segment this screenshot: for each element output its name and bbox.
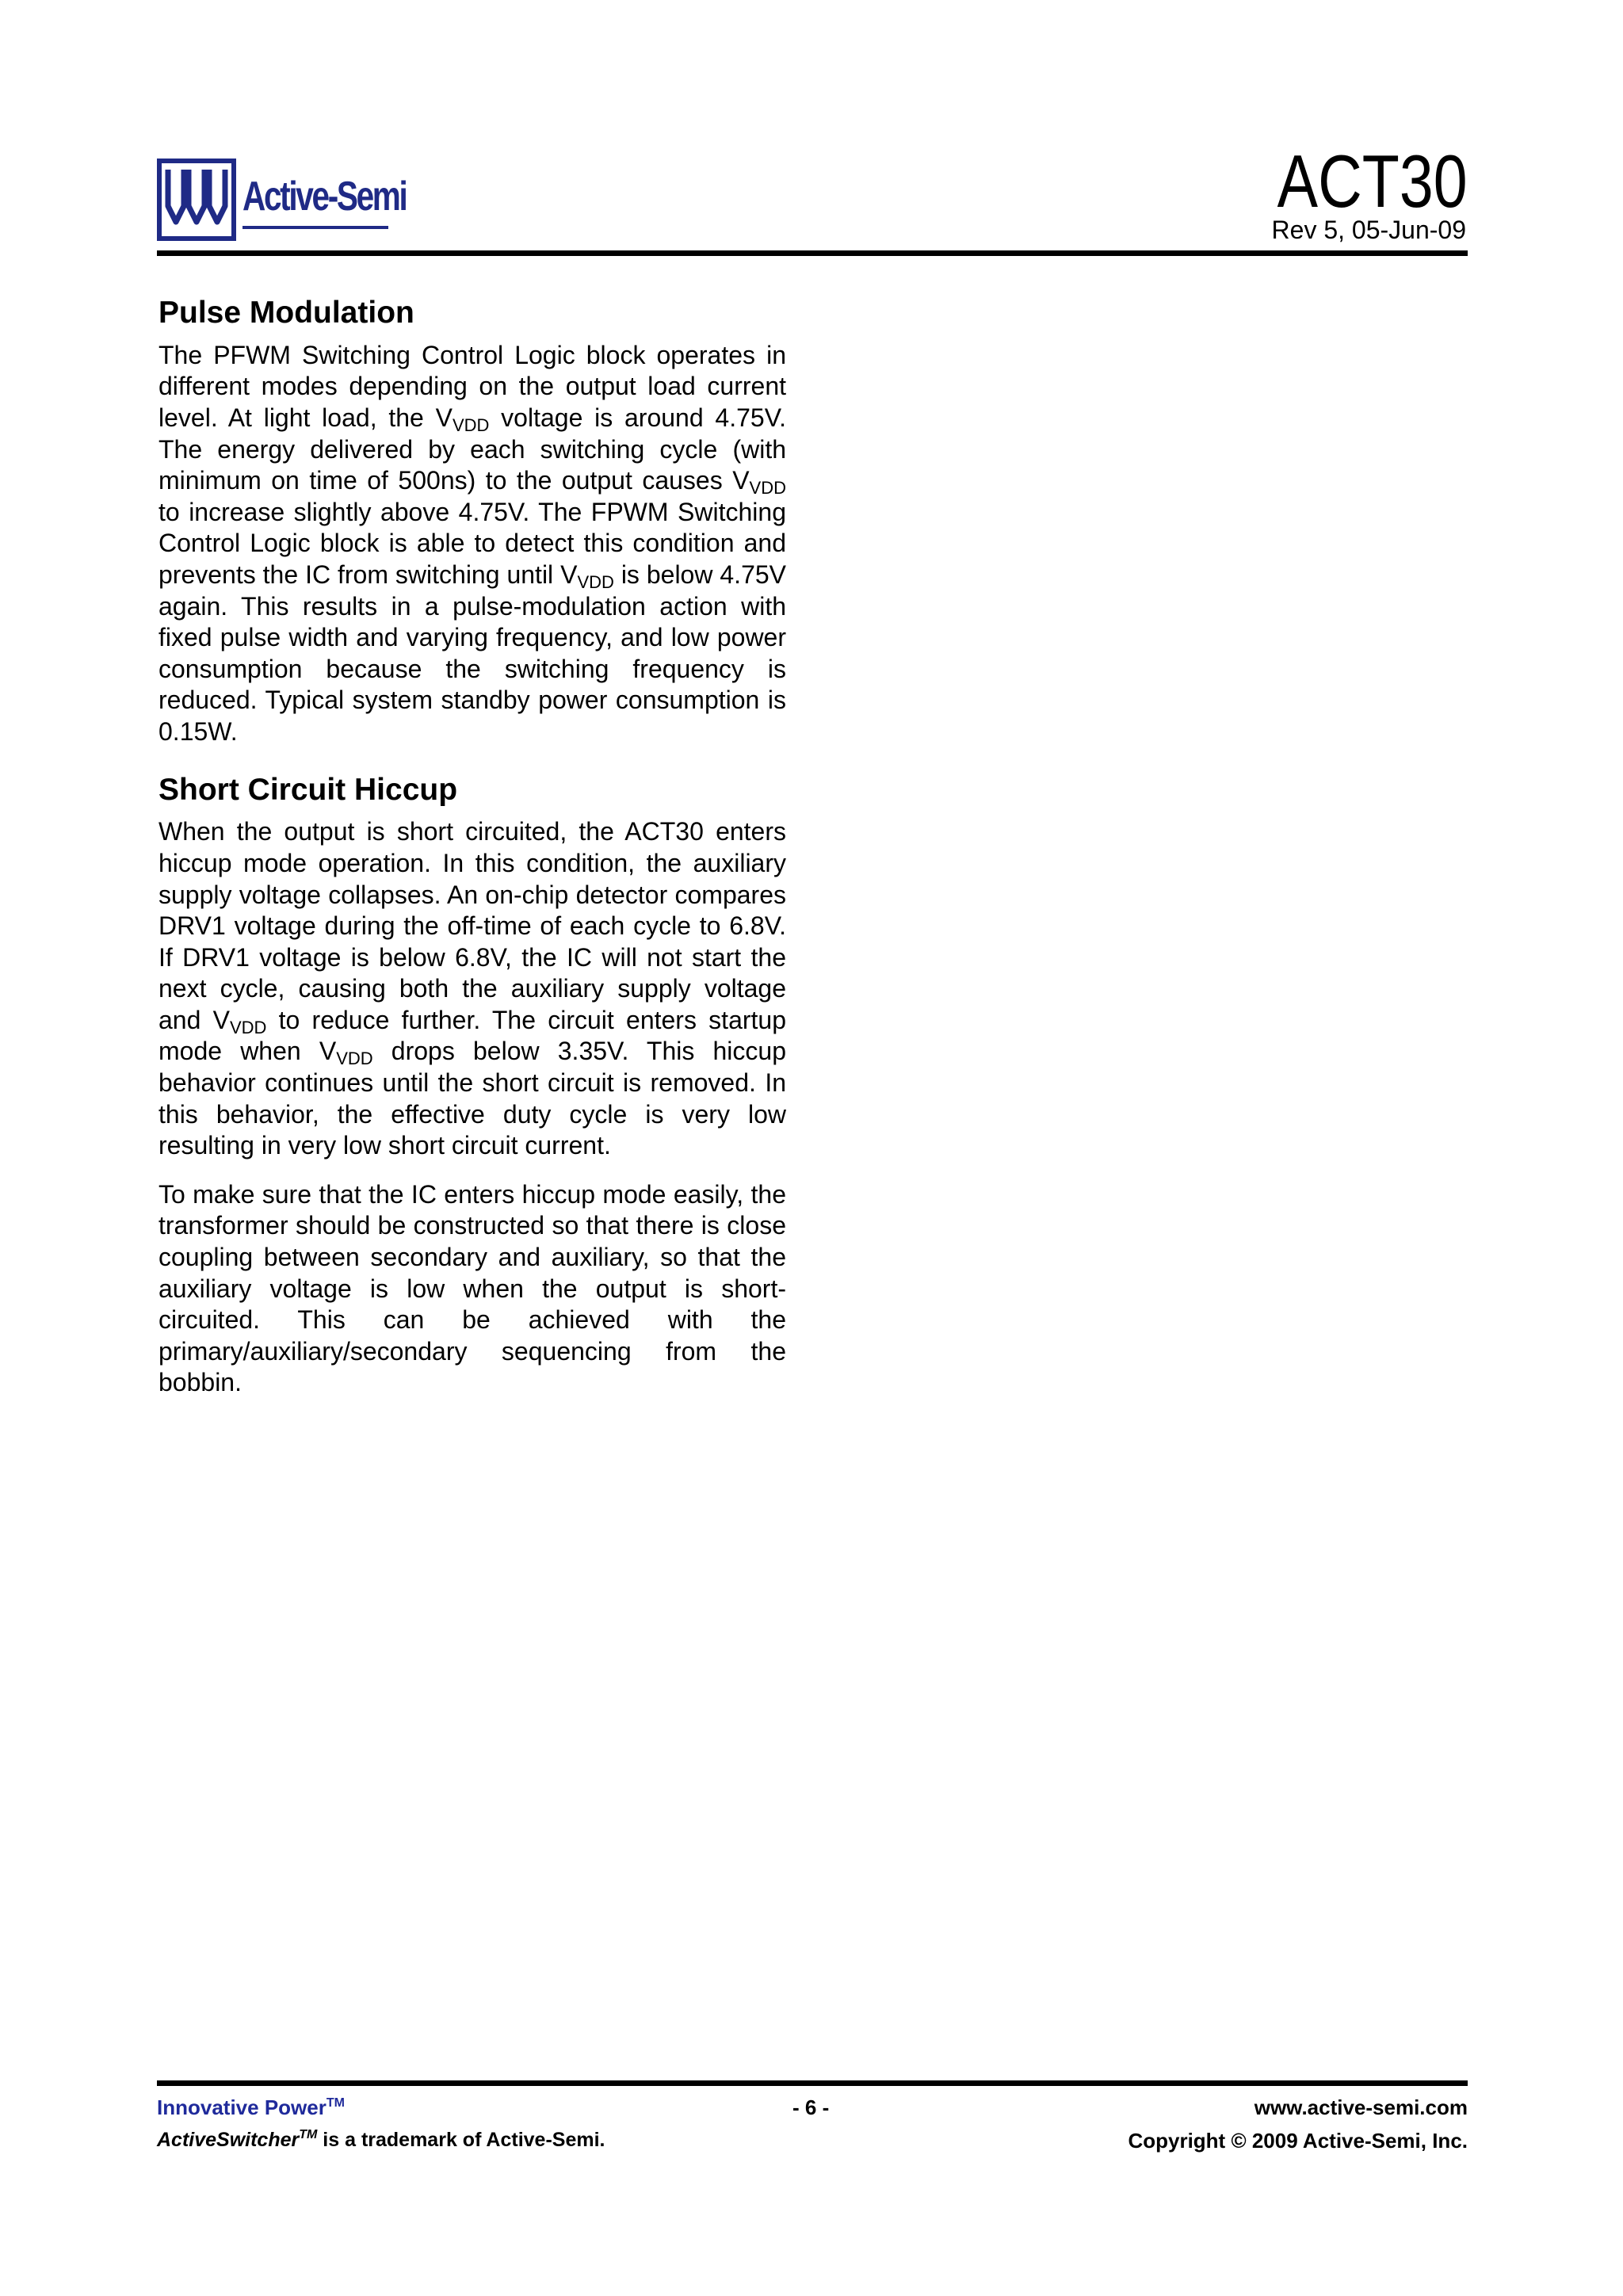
footer-divider [157,2080,1468,2086]
short-circuit-paragraph-1: When the output is short circuited, the ACT30 enters hiccup mode operation. In this condition, the auxiliary supply voltage collapses. An on-chip detector compares DRV1 voltage during the off-time of each cycle to 6.8V. If DRV1 voltage is below 6.8V, the IC will not start the next cycle, causing both the auxiliary supply voltage and $V_{VDD}$ to reduce further. The circuit enters startup mode when $V_{VDD}$ drops below 3.35V. This hiccup behavior continues until the short circuit is removed. In this behavior, the effective duty cycle is very low resulting in very low short circuit current. [158,817,787,1160]
trademark-notice: ActiveSwitcher™ is a trademark of Active-Semi. [157,2128,605,2151]
logo-mark-icon [157,159,236,244]
content-column [158,295,786,1399]
logo-wordmark: Active-Semi [242,174,407,220]
footer-tagline: Innovative Power™ [157,2095,345,2119]
website-link[interactable]: www.active-semi.com [1254,2095,1468,2119]
pulse-modulation-paragraph: The PFWM Switching Control Logic block operates in different modes depending on the output load current level. At light load, the $V_{VDD}$ voltage is around 4.75V. The energy delivered by each switching cycle (with minimum on time of 500ns) to the output causes $V_{VDD}$ to increase slightly above 4.75V. The FPWM Switching Control Logic block is able to detect this condition and prevents the IC from switching until $V_{VDD}$ is below 4.75V again. This results in a pulse-modulation action with fixed pulse width and varying frequency, and low power consumption because the switching frequency is reduced. Typical system standby power consumption is 0.15W. [158,340,787,746]
header-divider [157,250,1468,256]
section-heading-pulse-modulation: Pulse Modulation [158,296,414,330]
active-semi-logo [157,159,407,244]
copyright-notice: Copyright © 2009 Active-Semi, Inc. [1128,2129,1468,2153]
subscript-vdd: VDD [452,415,490,435]
subscript-vdd: VDD [229,1017,267,1037]
logo-underline [242,226,388,229]
section-heading-short-circuit-hiccup: Short Circuit Hiccup [158,772,458,807]
subscript-vdd: VDD [749,478,786,499]
page-number: - 6 - [792,2095,830,2119]
part-number: ACT30 [1277,139,1468,223]
subscript-vdd: VDD [577,571,614,592]
subscript-vdd: VDD [336,1049,373,1069]
revision-date: Rev 5, 05-Jun-09 [1271,216,1466,244]
short-circuit-paragraph-2: To make sure that the IC enters hiccup mode easily, the transformer should be constructed so that there is close coupling between secondary and auxiliary, so that the auxiliary voltage is low when the output is short-circuited. This can be achieved with the primary/auxiliary/secondary sequencing from the bobbin. [158,1179,786,1397]
